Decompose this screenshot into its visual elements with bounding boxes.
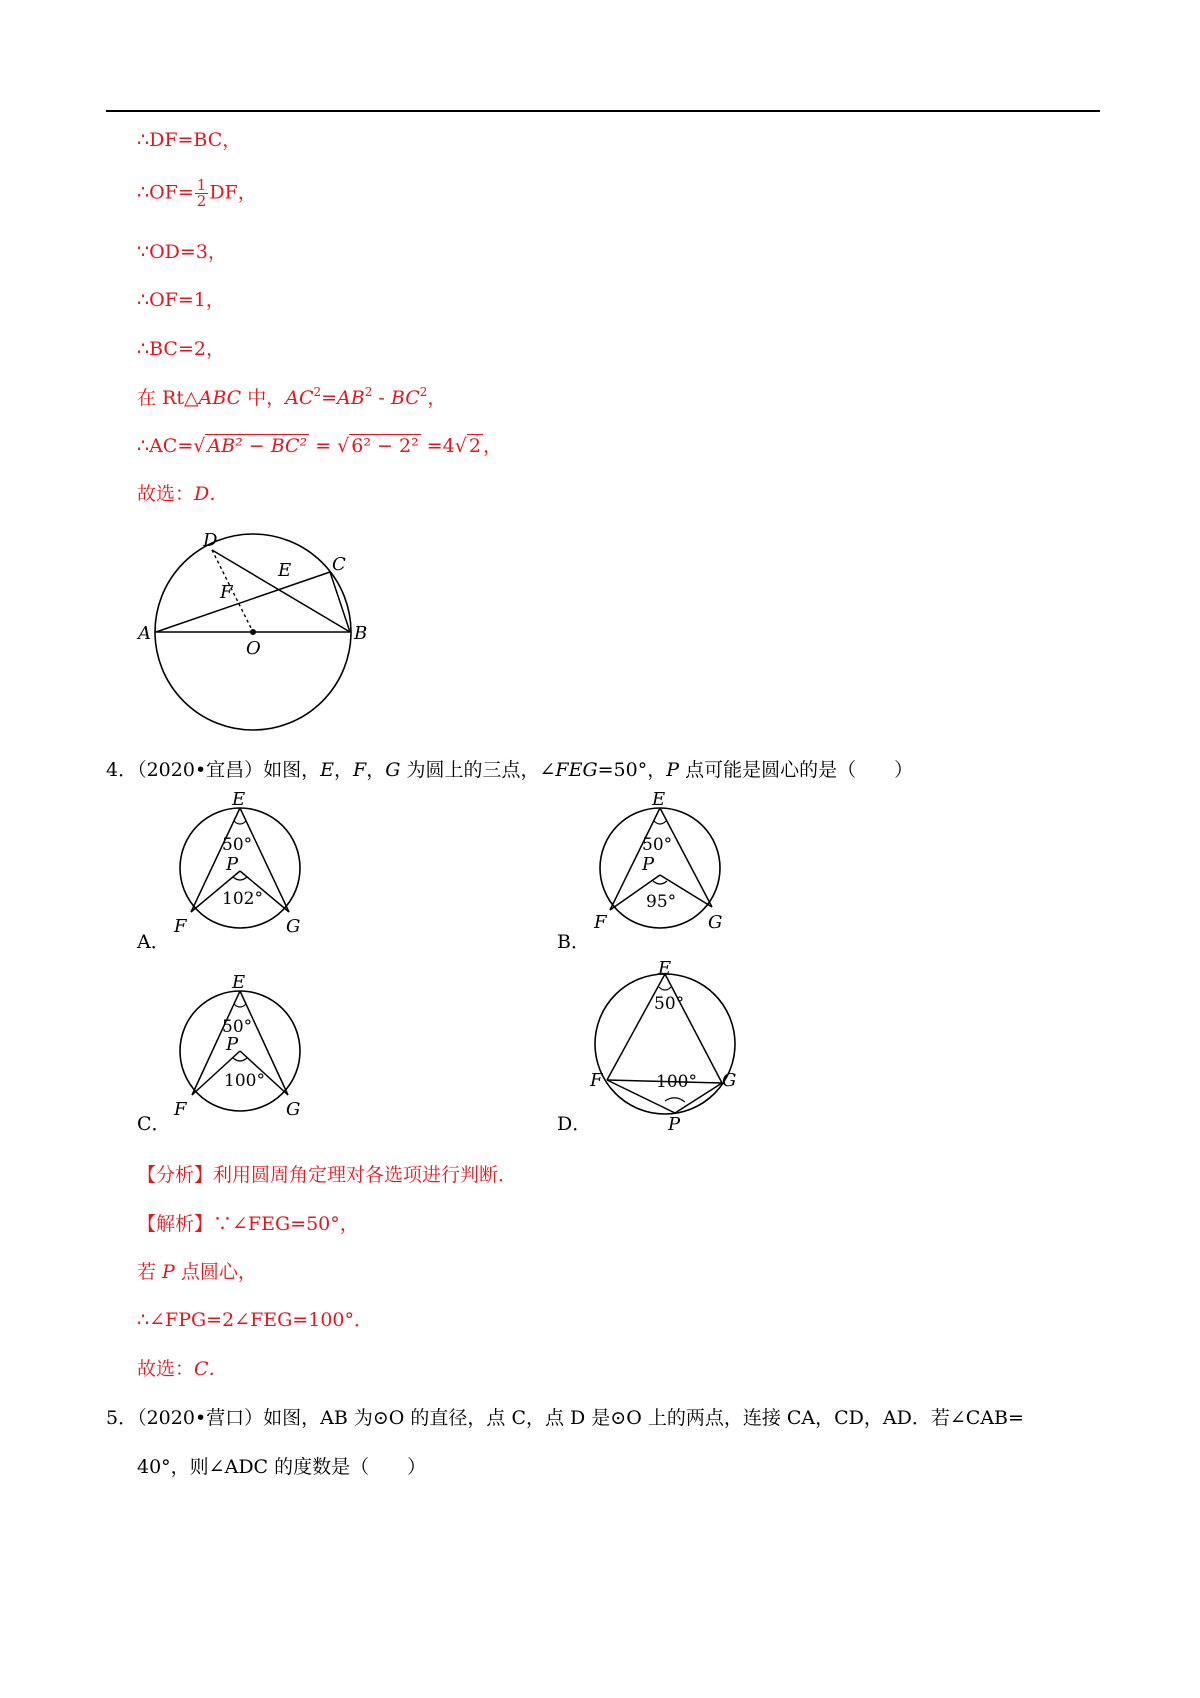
svg-text:G: G xyxy=(708,912,723,933)
svg-text:50°: 50° xyxy=(222,835,253,855)
fraction-half: $\frac{1}{2}$ xyxy=(196,176,207,210)
header-rule xyxy=(106,110,1100,112)
svg-text:G: G xyxy=(286,916,301,937)
solution-line-6: 在 Rt△ABC 中，$AC^2=AB^2 - BC^2$， xyxy=(137,385,447,409)
solution-line-7: ∴AC=√ AB² − BC² = √ 6² − 2² =4√ 2 ， xyxy=(137,435,502,457)
option-c-figure[interactable] xyxy=(170,972,320,1128)
svg-text:E: E xyxy=(658,958,672,979)
q4-solution-1: 【解析】∵∠FEG=50°， xyxy=(137,1213,359,1235)
svg-text:F: F xyxy=(174,1099,187,1120)
svg-text:E: E xyxy=(232,789,246,810)
q4-stem: 4．（2020•宜昌）如图，E，F，G 为圆上的三点，∠FEG=50°，P 点可能是圆心的是（ ） xyxy=(106,759,914,781)
svg-text:G: G xyxy=(722,1070,737,1091)
q4-solution-2: 若 P 点圆心， xyxy=(137,1261,257,1283)
q5-stem-line-2: 40°，则∠ADC 的度数是（ ） xyxy=(137,1456,427,1478)
q4-solution-3: ∴∠FPG=2∠FEG=100°． xyxy=(137,1309,373,1331)
svg-text:G: G xyxy=(286,1099,301,1120)
svg-text:F: F xyxy=(174,916,187,937)
label-F: F xyxy=(220,582,233,603)
svg-text:P: P xyxy=(668,1114,681,1135)
option-b-figure[interactable] xyxy=(590,789,740,945)
label-B: B xyxy=(354,623,368,644)
solution-line-4: ∴OF=1， xyxy=(137,289,225,311)
svg-text:P: P xyxy=(226,854,239,875)
answer-line-prev: 故选：D． xyxy=(137,483,229,505)
svg-text:50°: 50° xyxy=(222,1017,253,1037)
svg-text:P: P xyxy=(226,1034,239,1055)
solution-line-2: ∴OF= $\frac{1}{2}$ DF， xyxy=(137,176,257,210)
option-d-label[interactable]: D． xyxy=(557,1113,592,1135)
label-C: C xyxy=(332,554,346,575)
figure-circle-diameter xyxy=(120,520,380,740)
option-a-label[interactable]: A． xyxy=(137,931,170,953)
label-A: A xyxy=(138,623,151,644)
label-D: D xyxy=(203,530,218,551)
svg-text:F: F xyxy=(590,1070,603,1091)
svg-text:E: E xyxy=(652,789,666,810)
q5-stem-line-1: 5．（2020•营口）如图，AB 为⊙O 的直径，点 C，点 D 是⊙O 上的两点，连接 CA，CD，AD．若∠CAB= xyxy=(106,1407,1024,1429)
svg-text:F: F xyxy=(594,912,607,933)
option-b-label[interactable]: B． xyxy=(557,931,590,953)
svg-text:102°: 102° xyxy=(222,889,263,909)
label-O: O xyxy=(246,638,261,659)
q4-answer: 故选：C． xyxy=(137,1358,228,1380)
svg-text:100°: 100° xyxy=(656,1072,697,1092)
solution-line-5: ∴BC=2， xyxy=(137,338,225,360)
svg-text:P: P xyxy=(642,854,655,875)
label-E: E xyxy=(278,560,292,581)
svg-text:50°: 50° xyxy=(642,835,673,855)
option-a-figure[interactable] xyxy=(170,789,320,945)
svg-text:E: E xyxy=(232,972,246,993)
q4-analysis: 【分析】利用圆周角定理对各选项进行判断． xyxy=(137,1164,518,1186)
solution-line-3: ∵OD=3， xyxy=(137,241,227,263)
solution-line-1: ∴DF=BC， xyxy=(137,129,242,151)
svg-text:50°: 50° xyxy=(654,994,685,1014)
option-d-figure[interactable] xyxy=(590,958,750,1135)
svg-text:95°: 95° xyxy=(646,892,677,912)
svg-text:100°: 100° xyxy=(224,1071,265,1091)
option-c-label[interactable]: C． xyxy=(137,1113,171,1135)
